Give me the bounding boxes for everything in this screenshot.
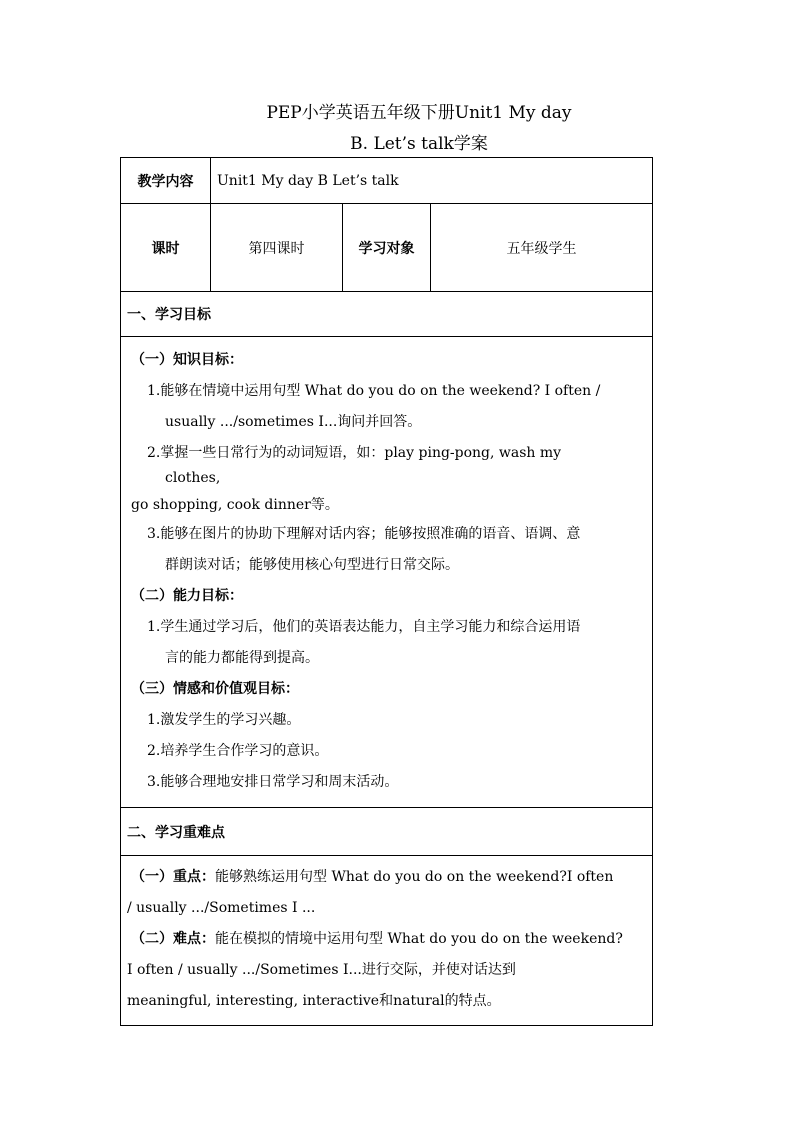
section1-header-row [121,292,653,337]
difficulty-text-cont: I often / usually .../Sometimes I...进行交际，并使对话达到 [127,962,516,978]
content-row [121,158,653,204]
key-point-line [127,862,646,893]
period-label: 课时 [121,204,211,292]
ability-goal-title: （二）能力目标： [131,588,243,604]
key-point-text: 能够熟练运用句型 What do you do on the weekend?I often [215,869,614,885]
section1-content [121,337,653,808]
difficulty-text: 能在模拟的情境中运用句型 What do you do on the weekend? [215,931,623,947]
difficulty-label: （二）难点： [131,931,215,947]
period-value: 第四课时 [211,204,343,292]
section2-header-row [121,808,653,856]
ability-goal-line: 1.学生通过学习后，他们的英语表达能力，自主学习能力和综合运用语 [147,619,581,635]
key-point-label: （一）重点： [131,869,215,885]
knowledge-goal-line: usually .../sometimes I...询问并回答。 [165,414,422,430]
emotion-goal-line: 2.培养学生合作学习的意识。 [147,743,329,759]
knowledge-goal-line: 群朗读对话；能够使用核心句型进行日常交际。 [165,557,459,573]
period-row [121,204,653,292]
difficulty-text-cont: meaningful, interesting, interactive和natural的特点。 [127,993,501,1009]
emotion-goal-line: 3.能够合理地安排日常学习和周末活动。 [147,774,399,790]
section2-content-row [121,856,653,1026]
key-point-text-cont: / usually .../Sometimes I ... [127,900,316,916]
emotion-goal-title: （三）情感和价值观目标： [131,681,299,697]
knowledge-goal-title: （一）知识目标： [131,352,243,368]
document-subtitle: B. Let’s talk学案 [350,134,488,154]
section2-content [121,856,653,1026]
ability-goal-line: 言的能力都能得到提高。 [165,650,319,666]
knowledge-goal-line: 2.掌握一些日常行为的动词短语，如：play ping-pong, wash my [147,445,562,461]
section1-title: 一、学习目标 [121,292,653,337]
emotion-goal-line: 1.激发学生的学习兴趣。 [147,712,301,728]
knowledge-goal-line: clothes, [165,470,221,486]
knowledge-goal-line: go shopping, cook dinner等。 [131,497,339,513]
knowledge-goal-line: 3.能够在图片的协助下理解对话内容；能够按照准确的语音、语调、意 [147,526,581,542]
document-title: PEP小学英语五年级下册Unit1 My day [266,103,572,123]
lesson-plan-table [120,157,653,1026]
target-label: 学习对象 [343,204,431,292]
target-value: 五年级学生 [431,204,653,292]
knowledge-goal-line: 1.能够在情境中运用句型 What do you do on the weekend? I often / [147,383,601,399]
section2-title: 二、学习重难点 [121,808,653,856]
content-label: 教学内容 [121,158,211,204]
section1-content-row [121,337,653,808]
difficulty-line [127,924,646,955]
content-value: Unit1 My day B Let’s talk [211,158,653,204]
